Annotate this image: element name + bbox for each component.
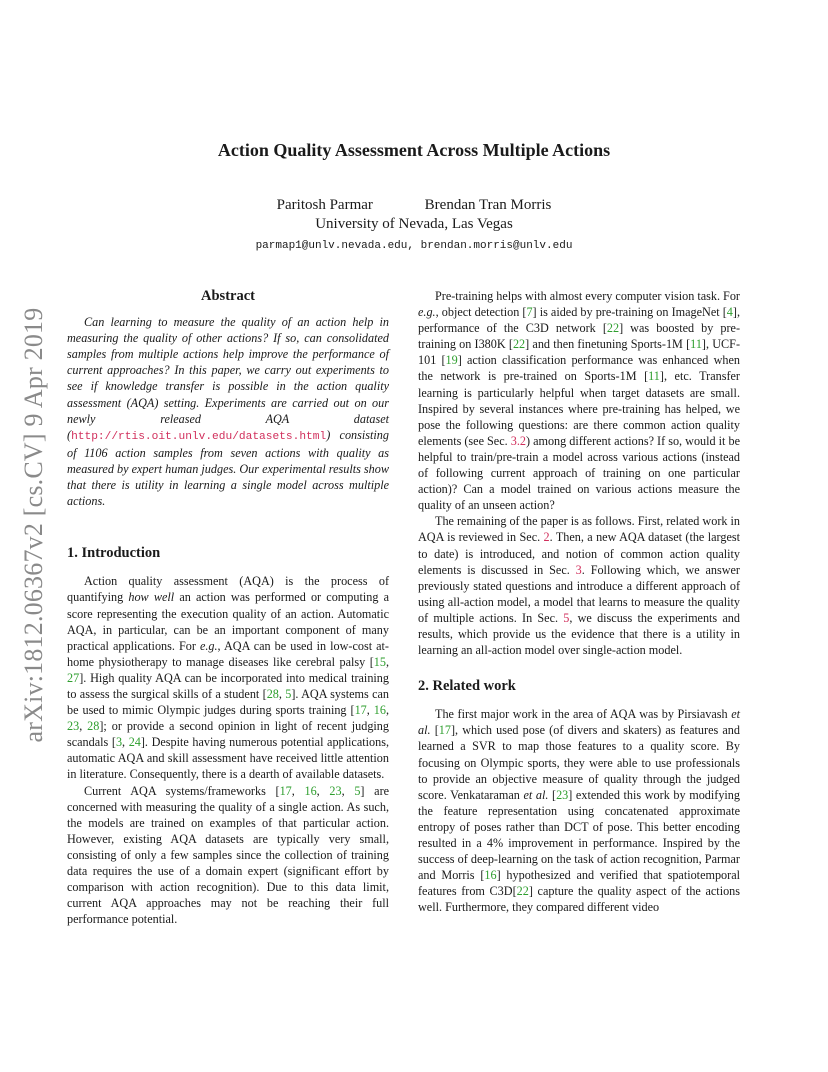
- author-block: [0, 196, 828, 256]
- citation-link[interactable]: 22: [606, 321, 620, 336]
- abstract-heading: Abstract: [201, 288, 255, 304]
- citation-link[interactable]: 17: [279, 783, 292, 798]
- author-name: Paritosh Parmar: [276, 197, 373, 213]
- author-emails: parmap1@unlv.nevada.edu, brendan.morris@unlv.edu: [255, 240, 573, 252]
- citation-link[interactable]: 22: [512, 337, 526, 352]
- citation-link[interactable]: 24: [128, 735, 141, 750]
- citation-link[interactable]: 27: [67, 670, 80, 685]
- citation-link[interactable]: 17: [354, 703, 367, 718]
- citation-link[interactable]: 16: [484, 868, 497, 883]
- citation-link[interactable]: 17: [438, 723, 451, 738]
- citation-link[interactable]: 4: [726, 305, 733, 320]
- citation-link[interactable]: 22: [516, 884, 529, 899]
- citation-link[interactable]: 19: [445, 353, 458, 368]
- citation-link[interactable]: 3: [115, 735, 123, 750]
- section-ref-link[interactable]: 5: [563, 610, 570, 625]
- paper-title: Action Quality Assessment Across Multiple Actions: [217, 140, 611, 160]
- citation-link[interactable]: 23: [556, 787, 569, 802]
- related-work-paragraph: The first major work in the area of AQA was by Pirsiavash et al. [17], which used pose (of divers and skaters) as features and learned a SVR to map those features to a quality score. By focusing on Olympic sports, they were able to use professionals to provide an objective measure of quality through the judged score. Venkataraman et al. [23] extended this work by modifying the feature representation using concatenated approximate entropy of poses rather than DCT of pose. This better encoding resulted in a 4% improvement in performance. Inspired by the success of deep-learning on the task of action recognition, Parmar and Morris [16] hypothesized and verified that spatiotemporal features from C3D[22] capture the quality aspect of the actions well. Furthermore, they compared different video: [418, 707, 741, 915]
- section-ref-link[interactable]: 3.2: [510, 433, 526, 448]
- arxiv-identifier: arXiv:1812.06367v2 [cs.CV] 9 Apr 2019: [19, 307, 48, 743]
- author-names: [0, 196, 828, 215]
- section-ref-link[interactable]: 3: [575, 562, 582, 577]
- citation-link[interactable]: 5: [285, 686, 292, 701]
- arxiv-sidebar: [14, 290, 54, 760]
- intro-paragraph-3: Pre-training helps with almost every computer vision task. For e.g., object detection [7] is aided by pre-training on ImageNet [4], performance of the C3D network [22] was boosted by pre-training on I380K [22] and then finetuning Sports-1M [11], UCF-101 [19] action classification performance was enhanced when the network is pre-trained on Sports-1M [11], etc. Transfer learning is particularly helpful when target datasets are small. Inspired by several instances where pre-training has helped, we pose the following questions: are there common action quality elements (see Sec. 3.2) among different actions? If so, would it be helpful to train/pre-train a model across various actions (instead of following current approach of training on one particular action)? Can a model trained on various actions measure the quality of an unseen action?: [418, 289, 741, 513]
- dataset-url-link[interactable]: http://rtis.oit.unlv.edu/datasets.html: [71, 430, 327, 443]
- citation-link[interactable]: 11: [648, 369, 660, 384]
- abstract-text: Can learning to measure the quality of an action help in measuring the quality of other actions? If so, can consolidated samples from multiple actions help improve the performance of current approaches? In this paper, we carry out experiments to see if knowledge transfer is possible in the action quality assessment (AQA) setting. Experiments are carried out on our newly released AQA dataset (http://rtis.oit.unlv.edu/datasets.html) consisting of 1106 action samples from seven actions with quality as measured by expert human judges. Our experimental results show that there is utility in learning a single model across multiple actions.: [67, 315, 389, 509]
- section-heading-introduction: 1. Introduction: [67, 545, 161, 562]
- left-column: [67, 288, 389, 927]
- author-name: Brendan Tran Morris: [424, 197, 552, 213]
- section-ref-link[interactable]: 2: [543, 530, 550, 545]
- citation-link[interactable]: 16: [373, 703, 386, 718]
- intro-paragraph-1: Action quality assessment (AQA) is the process of quantifying how well an action was performed or computing a score representing the execution quality of an action. Automatic AQA, in particular, can be an important component of many practical applications. For e.g., AQA can be used in low-cost at-home physiotherapy to manage diseases like cerebral palsy [15, 27]. High quality AQA can be incorporated into medical training to assess the surgical skills of a student [28, 5]. AQA systems can be used to mimic Olympic judges during sports training [17, 16, 23, 28]; or provide a second opinion in light of recent judging scandals [3, 24]. Despite having numerous potential applications, automatic AQA and skill assessment have received little attention in literature. Consequently, there is a dearth of available datasets.: [67, 574, 389, 782]
- citation-link[interactable]: 28: [266, 686, 279, 701]
- affiliation: University of Nevada, Las Vegas: [315, 216, 513, 232]
- citation-link[interactable]: 16: [304, 783, 317, 798]
- citation-link[interactable]: 23: [67, 719, 80, 734]
- citation-link[interactable]: 28: [87, 719, 100, 734]
- right-column: [418, 288, 740, 915]
- citation-link[interactable]: 15: [373, 654, 386, 669]
- citation-link[interactable]: 7: [526, 305, 533, 320]
- intro-paragraph-4: The remaining of the paper is as follows. First, related work in AQA is reviewed in Sec. 2. Then, a new AQA dataset (the largest to date) is introduced, and notion of common action quality elements is discussed in Sec. 3. Following which, we answer previously stated questions and introduce a different approach of using all-action model, a model that learns to measure the quality of multiple actions. In Sec. 5, we discuss the experiments and results, which provide us the evidence that there is a utility in learning an all-action model over single-action model.: [418, 514, 740, 658]
- intro-paragraph-2: Current AQA systems/frameworks [17, 16, 23, 5] are concerned with measuring the quality of a single action. As such, the models are trained on examples of that particular action. However, existing AQA datasets are typically very small, consisting of only a few samples since the collection of training data requires the use of a domain expert (significant effort by comparison with action recognition). Due to this data limit, current AQA approaches may not be reaching their full performance potential.: [67, 783, 390, 927]
- citation-link[interactable]: 5: [354, 783, 361, 798]
- citation-link[interactable]: 23: [329, 783, 342, 798]
- citation-link[interactable]: 11: [690, 337, 702, 352]
- section-heading-related-work: 2. Related work: [418, 678, 516, 695]
